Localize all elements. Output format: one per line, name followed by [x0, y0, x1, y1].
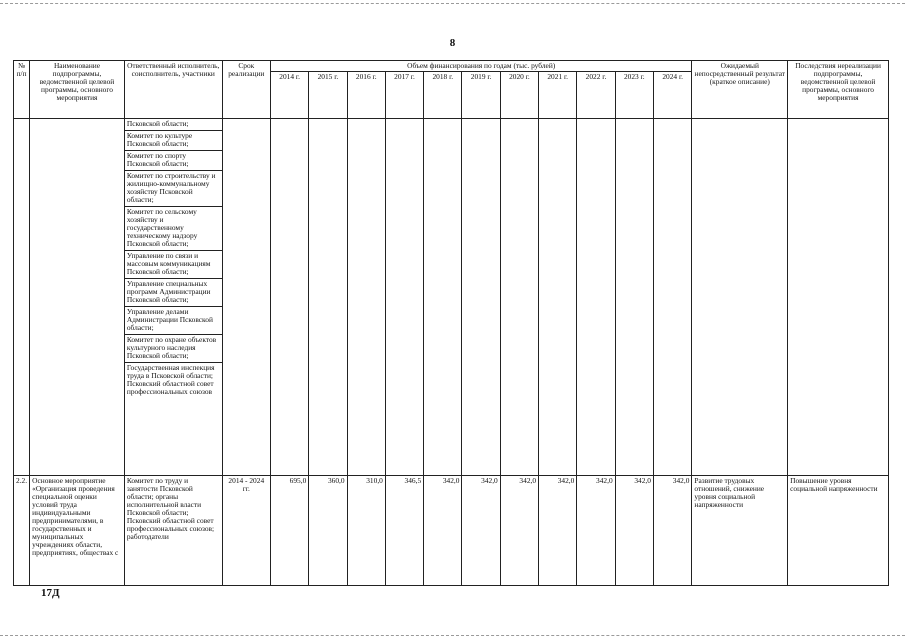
page-number: 8 [449, 37, 456, 49]
cell-value-2014: 695,0 [270, 476, 308, 586]
header-consequences: Последствия нереализации подпрограммы, ведомственной целевой программы, основного мероприятия [788, 61, 889, 119]
cell-executors: Комитет по труду и занятости Псковской области; органы исполнительной власти Псковской области; Псковский областной совет профессиональных союзов; работодатели [124, 476, 222, 586]
cell-value-2016: 310,0 [347, 476, 385, 586]
cell-empty [692, 119, 788, 476]
header-funding: Объем финансирования по годам (тыс. рублей) [270, 61, 691, 72]
table-row-continued [14, 119, 889, 476]
header-year: 2017 г. [385, 72, 423, 119]
scan-edge-top [0, 3, 905, 4]
cell-executors-list [124, 119, 222, 476]
executor-item: Псковской области; [125, 119, 222, 131]
header-year: 2014 г. [270, 72, 308, 119]
cell-empty [385, 119, 423, 476]
executor-item: Комитет по строительству и жилищно-коммунальному хозяйству Псковской области; [125, 171, 222, 207]
document-code: 17Д [41, 587, 60, 599]
header-name: Наименование подпрограммы, ведомственной целевой программы, основного мероприятия [30, 61, 125, 119]
cell-value-2015: 360,0 [309, 476, 347, 586]
cell-value-2021: 342,0 [539, 476, 577, 586]
cell-name: Основное мероприятие «Организация проведения специальной оценки условий труда индивидуальными предпринимателями, в государственных и муниципальных учреждениях области, предприятиях, обществах с [30, 476, 125, 586]
cell-empty [462, 119, 500, 476]
financing-table [13, 60, 889, 586]
cell-empty [270, 119, 308, 476]
executor-item: Государственная инспекция труда в Псковской области; Псковский областной совет профессиональных союзов [126, 363, 215, 396]
executor-item: Комитет по культуре Псковской области; [125, 131, 222, 151]
header-year: 2023 г. [615, 72, 653, 119]
scan-edge-bottom [0, 635, 905, 636]
cell-empty [615, 119, 653, 476]
cell-empty [424, 119, 462, 476]
cell-value-2023: 342,0 [615, 476, 653, 586]
cell-empty [309, 119, 347, 476]
cell-value-2024: 342,0 [653, 476, 691, 586]
header-year: 2022 г. [577, 72, 615, 119]
header-term: Срок реализации [222, 61, 270, 119]
cell-empty [577, 119, 615, 476]
header-num: № п/п [14, 61, 30, 119]
cell-consequences: Повышение уровня социальной напряженности [788, 476, 889, 586]
header-year: 2021 г. [539, 72, 577, 119]
header-year: 2018 г. [424, 72, 462, 119]
header-year: 2019 г. [462, 72, 500, 119]
header-year: 2016 г. [347, 72, 385, 119]
cell-value-2017: 346,5 [385, 476, 423, 586]
header-executors: Ответственный исполнитель, соисполнитель, участники [124, 61, 222, 119]
cell-empty [500, 119, 538, 476]
header-result: Ожидаемый непосредственный результат (краткое описание) [692, 61, 788, 119]
cell-num: 2.2. [14, 476, 30, 586]
cell-empty [222, 119, 270, 476]
cell-value-2022: 342,0 [577, 476, 615, 586]
executor-item: Комитет по спорту Псковской области; [125, 151, 222, 171]
header-year: 2020 г. [500, 72, 538, 119]
executor-item: Управление по связи и массовым коммуникациям Псковской области; [125, 251, 222, 279]
header-year: 2024 г. [653, 72, 691, 119]
cell-result: Развитие трудовых отношений, снижение уровня социальной напряженности [692, 476, 788, 586]
header-year: 2015 г. [309, 72, 347, 119]
executor-item: Комитет по охране объектов культурного наследия Псковской области; [125, 335, 222, 363]
table-row-2-2 [14, 476, 889, 586]
cell-name-empty [30, 119, 125, 476]
executor-item: Комитет по сельскому хозяйству и государственному техническому надзору Псковской области; [125, 207, 222, 251]
cell-empty [347, 119, 385, 476]
cell-value-2019: 342,0 [462, 476, 500, 586]
cell-num-empty [14, 119, 30, 476]
executor-item: Управление специальных программ Администрации Псковской области; [125, 279, 222, 307]
cell-value-2018: 342,0 [424, 476, 462, 586]
cell-term: 2014 - 2024 гг. [222, 476, 270, 586]
cell-empty [653, 119, 691, 476]
cell-empty [788, 119, 889, 476]
cell-empty [539, 119, 577, 476]
executor-item: Управление делами Администрации Псковской области; [125, 307, 222, 335]
cell-value-2020: 342,0 [500, 476, 538, 586]
